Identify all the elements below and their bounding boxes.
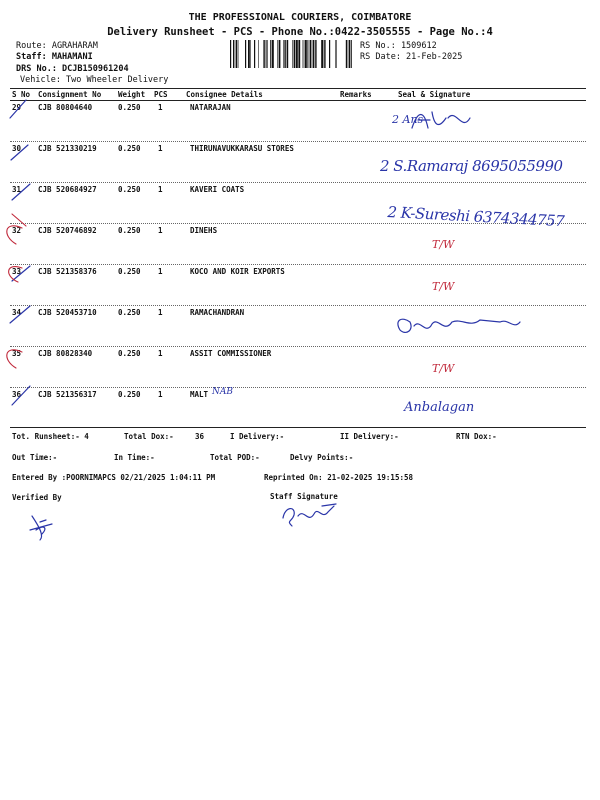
entered-by: Entered By :POORNIMAPCS 02/21/2025 1:04:11 PM [12,473,216,482]
row-consignment: CJB 520453710 [38,308,97,317]
sno-strike-31 [12,184,30,200]
staff-signature-scribble [283,504,336,526]
hand-row36-note: NAB [212,387,233,397]
row-pcs: 1 [158,103,163,112]
col-pcs: PCS [154,90,168,99]
rs-date: RS Date: 21-Feb-2025 [360,52,463,62]
red-mark-35 [7,350,22,368]
row-consignee: KAVERI COATS [190,185,245,194]
row-pcs: 1 [158,144,163,153]
sno-strike-30 [11,145,28,160]
staff-signature-label: Staff Signature [270,492,338,501]
row-sno: 30 [12,144,22,153]
row-consignee: RAMACHANDRAN [190,308,245,317]
row-consignment: CJB 521356317 [38,390,97,399]
row-consignee: DINEHS [190,226,218,235]
hand-row33: T/W [432,280,455,293]
row-consignment: CJB 80804640 [38,103,93,112]
hand-row29: 2 Ans [392,113,424,126]
route-label: Route: AGRAHARAM [16,41,98,51]
row-pcs: 1 [158,185,163,194]
hand-row32: T/W [432,238,455,251]
hand-row30: 2 S.Ramaraj 8695055990 [380,157,563,175]
rtn-dox: RTN Dox:- [456,432,497,441]
in-time: In Time:- [114,453,155,462]
total-dox-value: 36 [195,432,205,441]
row-consignee: KOCO AND KOIR EXPORTS [190,267,285,276]
total-dox-label: Total Dox:- [124,432,174,441]
col-weight: Weight [118,90,146,99]
drs-number: DRS No.: DCJB150961204 [16,64,129,74]
row-consignee: NATARAJAN [190,103,231,112]
row-weight: 0.250 [118,267,141,276]
row-sno: 33 [12,267,22,276]
hand-row35: T/W [432,362,455,375]
vehicle-label: Vehicle: Two Wheeler Delivery [20,75,169,85]
row-sno: 29 [12,103,22,112]
staff-label: Staff: MAHAMANI [16,52,93,62]
hand-row36: Anbalagan [404,400,475,415]
sno-strike-36 [12,386,30,405]
i-delivery: I Delivery:- [230,432,285,441]
company-title: THE PROFESSIONAL COURIERS, COIMBATORE [188,12,412,23]
sno-strike-29 [10,100,26,118]
col-sno: S No [12,90,31,99]
row-weight: 0.250 [118,103,141,112]
col-consignment: Consignment No [38,90,102,99]
row-pcs: 1 [158,226,163,235]
red-strike-32 [12,214,26,226]
ii-delivery: II Delivery:- [340,432,399,441]
verified-by: Verified By [12,493,62,502]
row-weight: 0.250 [118,349,141,358]
row-weight: 0.250 [118,390,141,399]
row-pcs: 1 [158,308,163,317]
col-consignee: Consignee Details [186,90,263,99]
row-consignment: CJB 80828340 [38,349,93,358]
row-weight: 0.250 [118,144,141,153]
row-sno: 31 [12,185,22,194]
row-sno: 32 [12,226,22,235]
row-weight: 0.250 [118,308,141,317]
row-consignee: THIRUNAVUKKARASU STORES [190,144,294,153]
sno-strike-33 [12,266,30,281]
row-pcs: 1 [158,390,163,399]
sno-strike-34 [10,306,30,323]
row-weight: 0.250 [118,226,141,235]
row-pcs: 1 [158,267,163,276]
signature-row34 [398,319,520,332]
row-consignee: ASSIT COMMISSIONER [190,349,272,358]
col-remarks: Remarks [340,90,372,99]
total-pod: Total POD:- [210,453,260,462]
row-consignment: CJB 520684927 [38,185,97,194]
delvy-points: Delvy Points:- [290,453,354,462]
out-time: Out Time:- [12,453,58,462]
row-consignment: CJB 520746892 [38,226,97,235]
col-seal-signature: Seal & Signature [398,90,471,99]
sheet-title: Delivery Runsheet - PCS - Phone No.:0422-3505555 - Page No.:4 [107,26,493,38]
row-consignee: MALT [190,390,209,399]
row-consignment: CJB 521358376 [38,267,97,276]
tot-runsheet: Tot. Runsheet:- 4 [12,432,89,441]
reprinted-on: Reprinted On: 21-02-2025 19:15:58 [264,473,414,482]
red-mark-32 [7,226,22,244]
row-sno: 35 [12,349,22,358]
row-pcs: 1 [158,349,163,358]
verified-signature-scribble [30,516,52,540]
row-sno: 34 [12,308,22,317]
rs-number: RS No.: 1509612 [360,41,437,51]
row-weight: 0.250 [118,185,141,194]
row-consignment: CJB 521330219 [38,144,97,153]
hand-row31: 2 K-Sureshi 6374344757 [387,203,565,231]
row-sno: 36 [12,390,22,399]
